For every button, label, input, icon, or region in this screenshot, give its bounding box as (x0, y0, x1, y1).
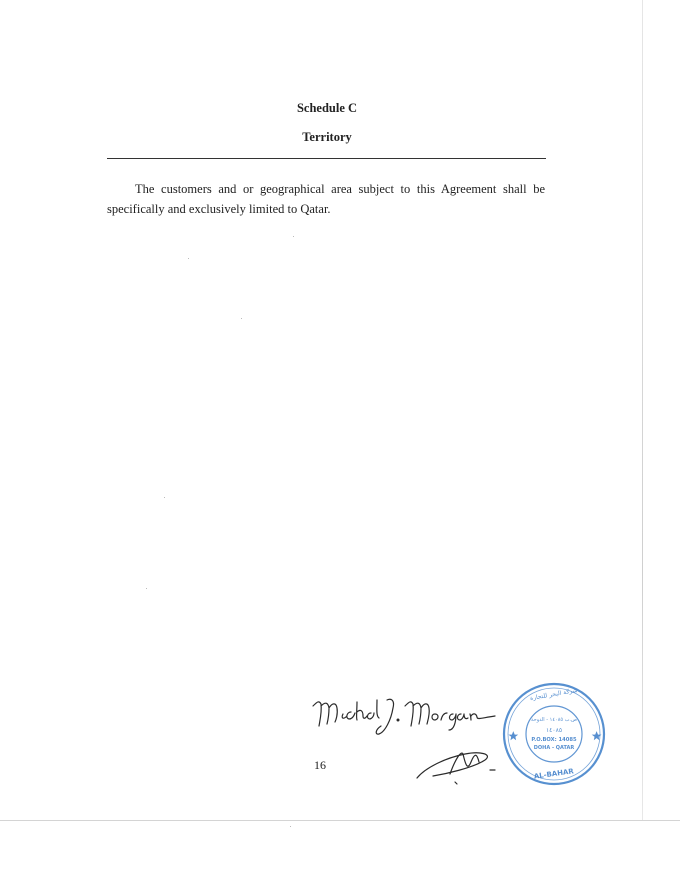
header-rule (107, 158, 546, 159)
page-number: 16 (314, 758, 326, 772)
svg-text:١٤٠٨٥: ١٤٠٨٥ (545, 727, 563, 734)
scan-speck (188, 258, 189, 259)
seal-po-box: P.O.BOX: 14085 (531, 737, 577, 743)
seal-company: AL-BAHAR (533, 767, 575, 781)
section-title: Territory (302, 130, 352, 144)
seal-city: DOHA - QATAR (533, 745, 575, 751)
scan-speck (146, 588, 147, 589)
scan-speck (241, 318, 242, 319)
schedule-title: Schedule C (296, 101, 358, 115)
page-edge-bottom (0, 820, 680, 821)
territory-paragraph: The customers and or geographical area subject to this Agreement shall be specifically and exclusively limited to Qatar. (107, 182, 545, 216)
signer-name: Michael J. Morgan (315, 786, 346, 791)
seal-arabic-line: ص.ب ١٤٠٨٥ - الدوحة (530, 717, 578, 723)
signature (305, 692, 505, 792)
scan-speck (164, 497, 165, 498)
scan-speck (293, 236, 294, 237)
company-seal (500, 680, 608, 788)
page-edge-right (642, 0, 643, 820)
svg-text:شركة البحر للتجارة: شركة البحر للتجارة (529, 686, 579, 703)
scan-speck (290, 826, 291, 827)
